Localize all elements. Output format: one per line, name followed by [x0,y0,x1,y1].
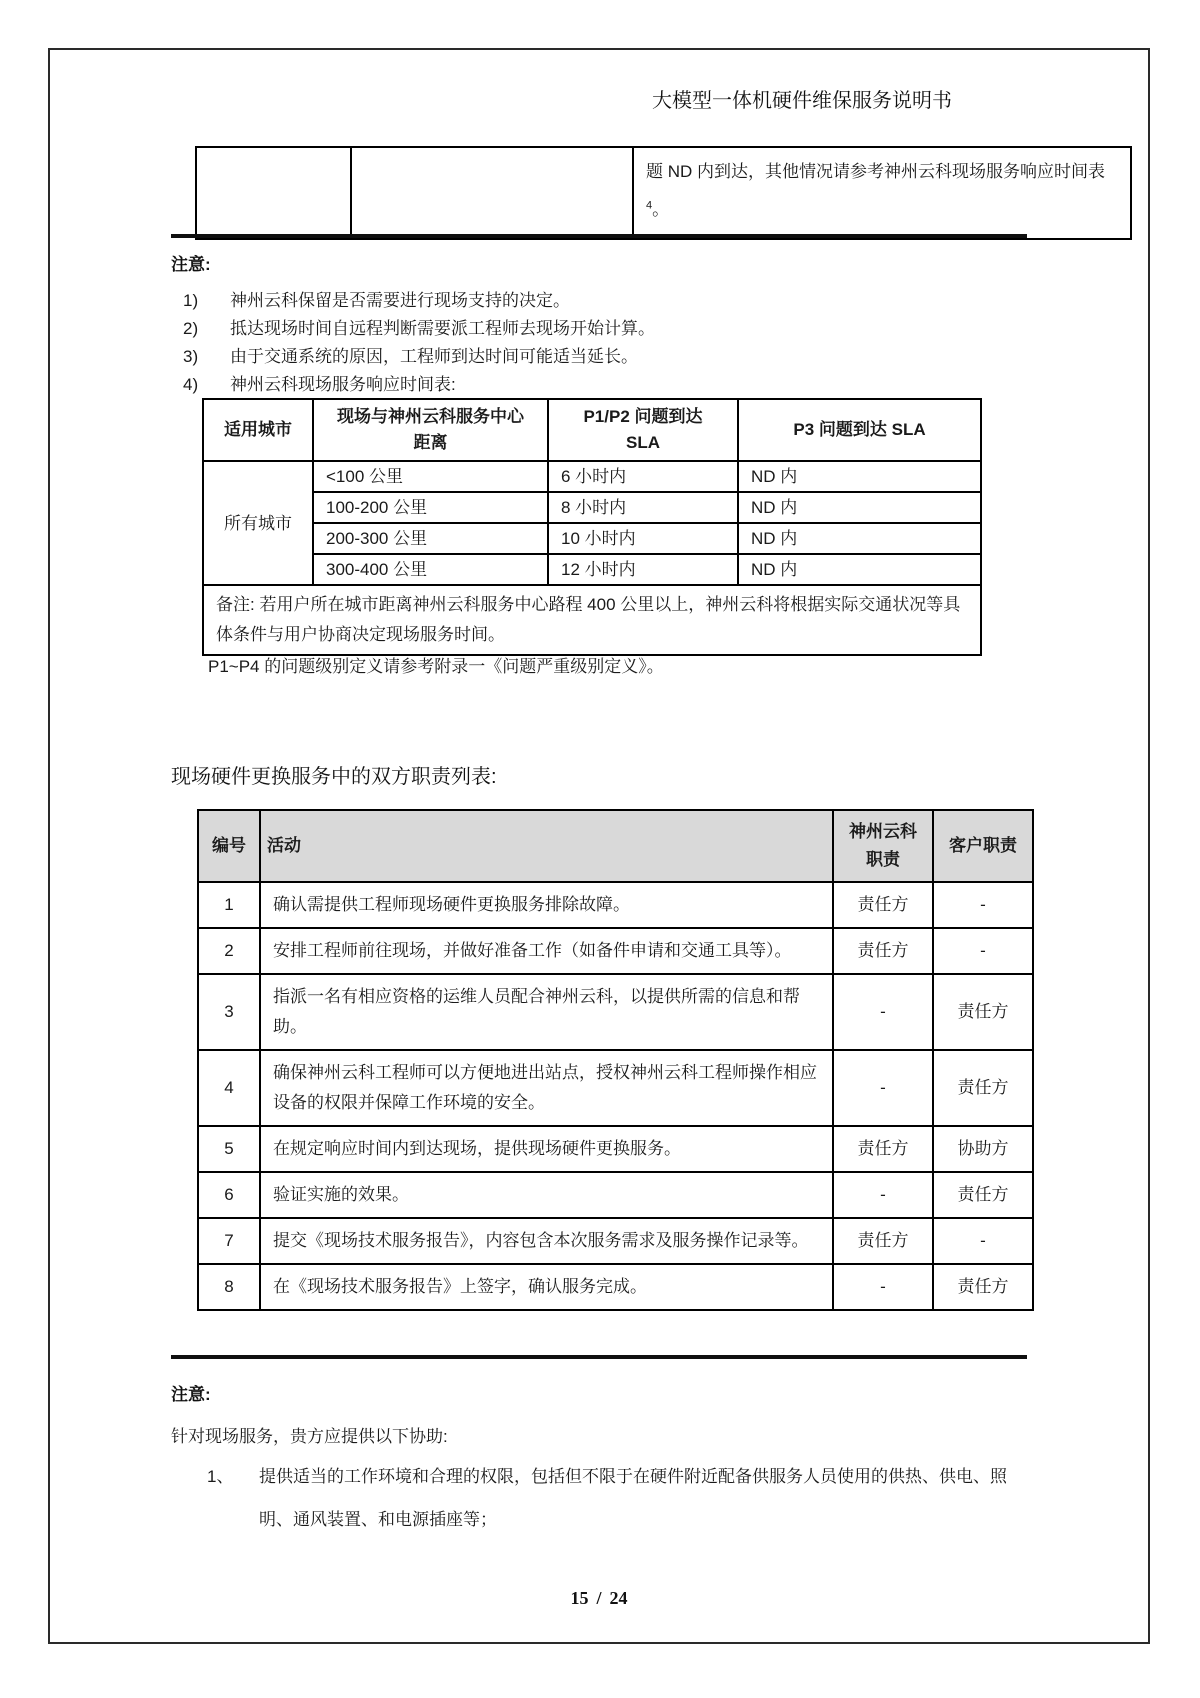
resp-cell-no: 8 [198,1264,260,1310]
list-item [207,1455,1037,1541]
carryover-cell-empty-2 [351,147,633,239]
sla-header-p12-line1: P1/P2 问题到达 [583,407,703,426]
sla-cell-p3: ND 内 [738,492,981,523]
sla-header-distance-line2: 距离 [413,433,448,452]
resp-cell-dcc: - [833,1172,933,1218]
responsibilities-table [197,809,1034,1311]
resp-cell-activity: 安排工程师前往现场，并做好准备工作（如备件申请和交通工具等）。 [260,928,833,974]
resp-cell-customer: 协助方 [933,1126,1033,1172]
resp-cell-activity: 确保神州云科工程师可以方便地进出站点，授权神州云科工程师操作相应设备的权限并保障工作环境的安全。 [260,1050,833,1126]
list-item [183,315,1043,343]
resp-cell-no: 2 [198,928,260,974]
table-row [203,523,981,554]
table-row [203,554,981,585]
severity-definition-note: P1~P4 的问题级别定义请参考附录一《问题严重级别定义》。 [208,657,664,676]
footnote-ref: 4 [646,199,653,212]
resp-cell-activity: 验证实施的效果。 [260,1172,833,1218]
sla-cell-p3: ND 内 [738,461,981,492]
resp-cell-activity: 提交《现场技术服务报告》，内容包含本次服务需求及服务操作记录等。 [260,1218,833,1264]
document-header-title: 大模型一体机硬件维保服务说明书 [652,90,952,112]
carryover-cell-empty-1 [196,147,351,239]
notice1-list [183,287,1043,399]
resp-cell-activity: 在规定响应时间内到达现场，提供现场硬件更换服务。 [260,1126,833,1172]
table-row [203,461,981,492]
notice2-list [207,1455,1037,1541]
table-row [198,1126,1033,1172]
sla-header-p12 [548,399,738,461]
page-number-separator: / [596,1588,602,1608]
list-item-number: 4) [183,375,199,394]
resp-cell-dcc: - [833,974,933,1050]
list-item-number: 3) [183,347,199,366]
resp-header-dcc-line2: 职责 [866,850,900,869]
table-row [203,585,981,655]
list-item-text: 神州云科保留是否需要进行现场支持的决定。 [230,291,570,310]
page-number-total: 24 [609,1588,628,1608]
sla-header-distance-line1: 现场与神州云科服务中心 [337,407,524,426]
resp-cell-no: 1 [198,882,260,928]
list-item-number: 1、 [207,1467,234,1486]
carryover-text: 题 ND 内到达，其他情况请参考神州云科现场服务响应时间表 [646,162,1105,181]
resp-cell-dcc: - [833,1050,933,1126]
list-item [183,371,1043,399]
table-row [198,1218,1033,1264]
page-number-footer [50,1588,1148,1609]
sla-cell-p3: ND 内 [738,523,981,554]
table-row [198,974,1033,1050]
table-row [198,1264,1033,1310]
table-row [196,147,1131,239]
sla-header-p12-line2: SLA [626,433,660,452]
sla-header-distance [313,399,548,461]
sla-cell-p3: ND 内 [738,554,981,585]
resp-cell-no: 6 [198,1172,260,1218]
resp-header-activity: 活动 [260,810,833,882]
sla-cell-distance: 200-300 公里 [313,523,548,554]
list-item [183,343,1043,371]
resp-cell-activity: 在《现场技术服务报告》上签字，确认服务完成。 [260,1264,833,1310]
resp-cell-dcc: - [833,1264,933,1310]
sla-cell-p12: 12 小时内 [548,554,738,585]
sla-cell-distance: 300-400 公里 [313,554,548,585]
list-item-number: 1) [183,291,199,310]
table-row [198,1172,1033,1218]
list-item-text: 神州云科现场服务响应时间表: [230,375,456,394]
table-row [198,882,1033,928]
section-title: 现场硬件更换服务中的双方职责列表: [171,766,497,788]
sla-cell-city: 所有城市 [203,461,313,585]
page-number-current: 15 [570,1588,589,1608]
resp-cell-dcc: 责任方 [833,882,933,928]
list-item-text: 抵达现场时间自远程判断需要派工程师去现场开始计算。 [230,319,655,338]
sla-header-city: 适用城市 [203,399,313,461]
notice2-intro: 针对现场服务，贵方应提供以下协助: [171,1427,448,1446]
notice1-label: 注意: [171,255,211,274]
resp-header-dcc [833,810,933,882]
list-item [183,287,1043,315]
resp-cell-customer: 责任方 [933,1264,1033,1310]
list-item-number: 2) [183,319,199,338]
list-item-text: 提供适当的工作环境和合理的权限，包括但不限于在硬件附近配备供服务人员使用的供热、供电、照明、通风装置、和电源插座等； [259,1467,1007,1529]
carryover-text-end: 。 [652,200,670,219]
carryover-cell-text [633,147,1131,239]
resp-cell-activity: 确认需提供工程师现场硬件更换服务排除故障。 [260,882,833,928]
table-row [198,1050,1033,1126]
table-header-row [203,399,981,461]
resp-cell-no: 7 [198,1218,260,1264]
resp-cell-dcc: 责任方 [833,1126,933,1172]
resp-cell-customer: - [933,882,1033,928]
section-divider-rule [171,234,1027,238]
resp-cell-activity: 指派一名有相应资格的运维人员配合神州云科，以提供所需的信息和帮助。 [260,974,833,1050]
carryover-table [195,146,1132,240]
resp-cell-no: 5 [198,1126,260,1172]
resp-header-no: 编号 [198,810,260,882]
table-row [203,492,981,523]
resp-cell-customer: - [933,928,1033,974]
table-header-row [198,810,1033,882]
resp-cell-no: 4 [198,1050,260,1126]
resp-cell-dcc: 责任方 [833,1218,933,1264]
resp-cell-dcc: 责任方 [833,928,933,974]
sla-header-p3: P3 问题到达 SLA [738,399,981,461]
resp-cell-customer: 责任方 [933,974,1033,1050]
resp-cell-customer: 责任方 [933,1050,1033,1126]
section-divider-rule [171,1355,1027,1359]
sla-cell-distance: <100 公里 [313,461,548,492]
sla-response-time-table [202,398,982,656]
resp-header-dcc-line1: 神州云科 [849,822,917,841]
list-item-text: 由于交通系统的原因，工程师到达时间可能适当延长。 [230,347,638,366]
sla-remark-cell: 备注: 若用户所在城市距离神州云科服务中心路程 400 公里以上，神州云科将根据实际交通状况等具体条件与用户协商决定现场服务时间。 [203,585,981,655]
table-row [198,928,1033,974]
sla-cell-p12: 10 小时内 [548,523,738,554]
notice2-label: 注意: [171,1385,211,1404]
resp-header-customer: 客户职责 [933,810,1033,882]
sla-cell-p12: 8 小时内 [548,492,738,523]
sla-cell-distance: 100-200 公里 [313,492,548,523]
resp-cell-no: 3 [198,974,260,1050]
resp-cell-customer: 责任方 [933,1172,1033,1218]
resp-cell-customer: - [933,1218,1033,1264]
page-border-frame [48,48,1150,1644]
sla-cell-p12: 6 小时内 [548,461,738,492]
